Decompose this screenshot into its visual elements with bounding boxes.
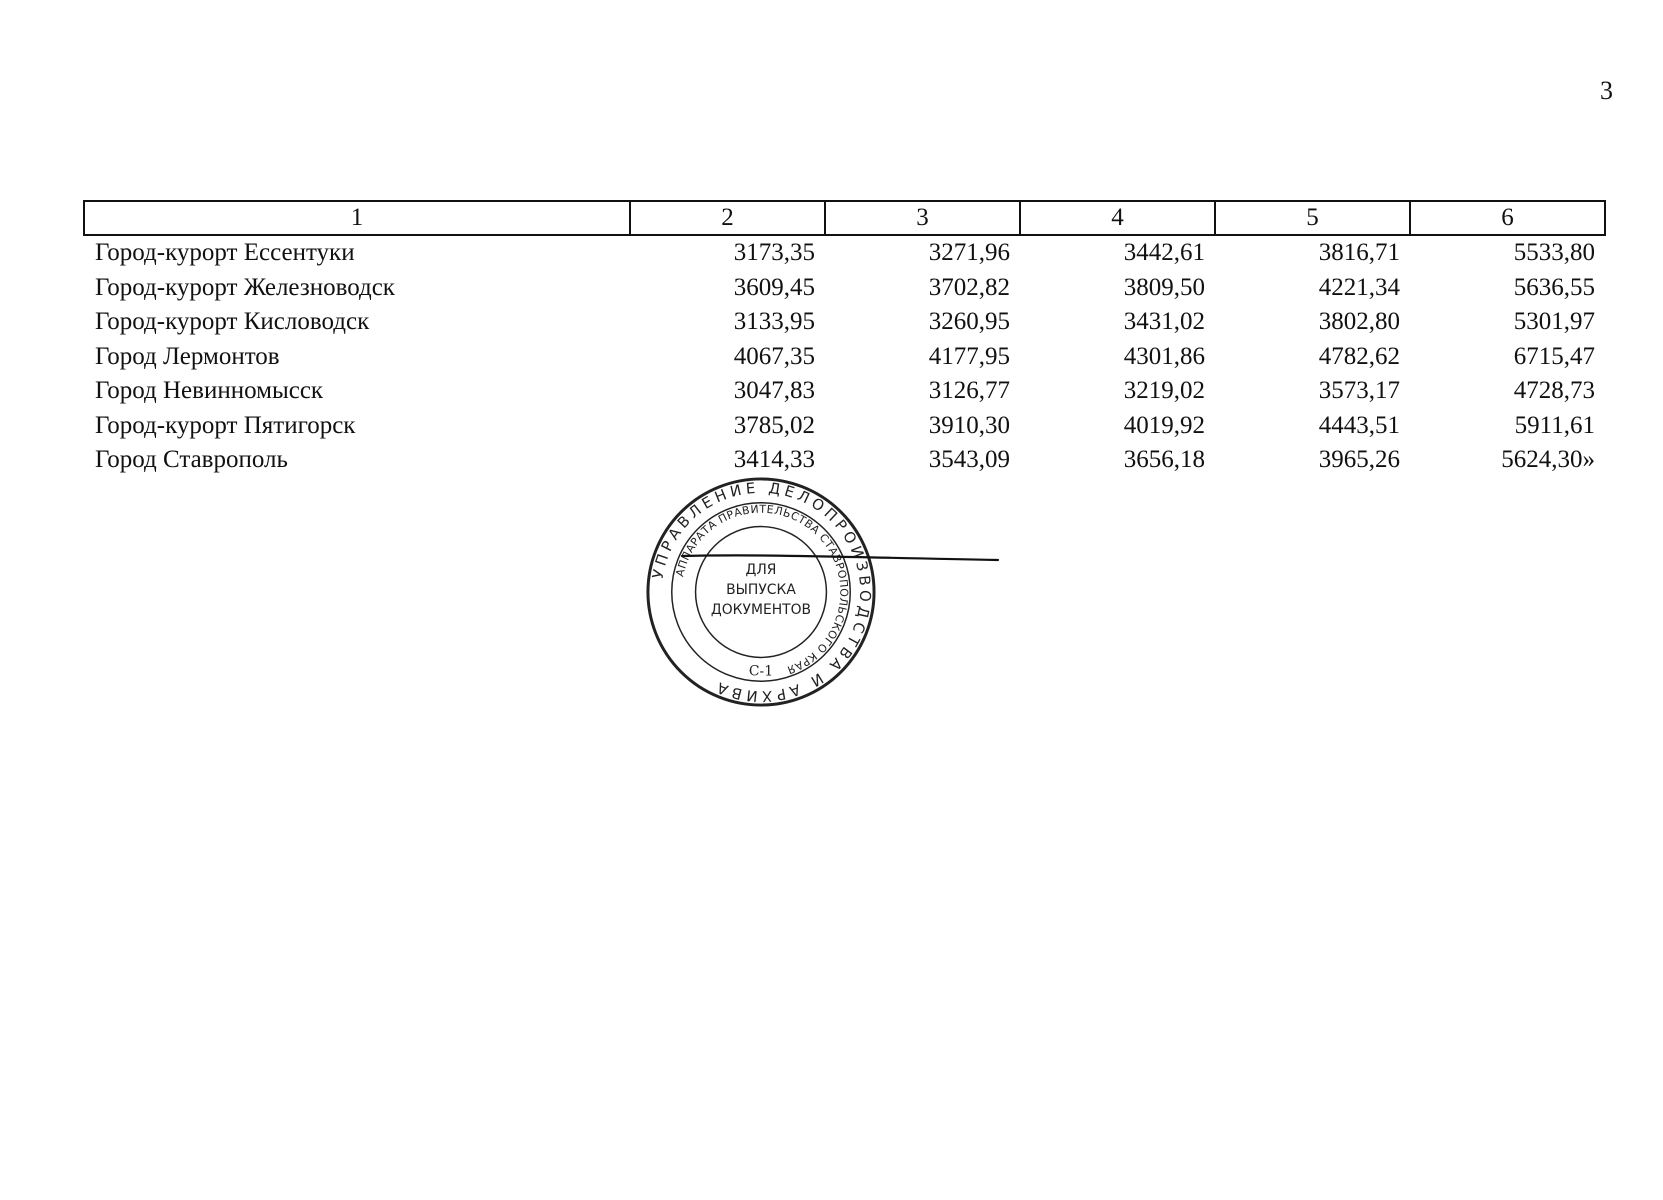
table-cell: 3133,95: [733, 308, 815, 336]
official-stamp: [642, 473, 880, 711]
city-name: Город-курорт Пятигорск: [95, 411, 356, 439]
table-cell: 3126,77: [928, 377, 1010, 405]
table-cell: 3609,45: [733, 273, 815, 301]
table-cell: 3260,95: [928, 308, 1010, 336]
stamp-code: С-1: [748, 663, 774, 680]
table-cell: 4301,86: [1123, 342, 1205, 370]
city-name: Город Лермонтов: [95, 342, 280, 370]
table-cell: 4019,92: [1123, 411, 1205, 439]
table-cell: 6715,47: [1513, 342, 1595, 370]
table-cell: 3802,80: [1318, 308, 1400, 336]
table-cell: 3414,33: [733, 446, 815, 474]
stamp-outer-text: УПРАВЛЕНИЕ ДЕЛОПРОИЗВОДСТВА И АРХИВА: [648, 478, 875, 706]
table-cell: 3431,02: [1123, 308, 1205, 336]
data-table: [83, 200, 1606, 478]
stamp-inner-text: АППАРАТА ПРАВИТЕЛЬСТВА СТАВРОПОЛЬСКОГО КРАЯ: [673, 502, 851, 677]
table-cell: 4177,95: [928, 342, 1010, 370]
city-name: Город-курорт Ессентуки: [95, 239, 355, 267]
city-name: Город-курорт Кисловодск: [95, 308, 370, 336]
table-cell: 3047,83: [733, 377, 815, 405]
table-cell: 3173,35: [733, 239, 815, 267]
column-header: 6: [1410, 201, 1605, 235]
table-cell: 5533,80: [1513, 239, 1595, 267]
column-header: 1: [84, 201, 630, 235]
table-cell: 5911,61: [1514, 411, 1595, 439]
city-name: Город Невинномысск: [95, 377, 324, 405]
table-row: [84, 374, 1605, 409]
table-cell: 4067,35: [733, 342, 815, 370]
table-cell: 4443,51: [1318, 411, 1400, 439]
table-cell: 3965,26: [1318, 446, 1400, 474]
stamp-center-line: ДЛЯ: [745, 562, 777, 579]
column-header: 3: [825, 201, 1020, 235]
city-name: Город Ставрополь: [95, 446, 288, 474]
table-cell: 3573,17: [1318, 377, 1400, 405]
table-cell: 4782,62: [1318, 342, 1400, 370]
table-cell: 4728,73: [1513, 377, 1595, 405]
table-cell: 3702,82: [928, 273, 1010, 301]
table-row: [84, 271, 1605, 306]
page-number: 3: [1600, 76, 1613, 105]
table-row: [84, 340, 1605, 375]
table-cell: 5636,55: [1513, 273, 1595, 301]
table-cell: 3442,61: [1123, 239, 1205, 267]
column-header: 2: [630, 201, 825, 235]
table-cell: 3809,50: [1123, 273, 1205, 301]
table-row: [84, 235, 1605, 271]
stamp-center-line: ДОКУМЕНТОВ: [710, 601, 812, 618]
column-header: 5: [1215, 201, 1410, 235]
table-cell: 3910,30: [928, 411, 1010, 439]
stamp-center-line: ВЫПУСКА: [726, 581, 796, 598]
table-cell: 3656,18: [1123, 446, 1205, 474]
table-cell: 3816,71: [1318, 239, 1400, 267]
table-cell: 4221,34: [1318, 273, 1400, 301]
table-cell: 3785,02: [733, 411, 815, 439]
table-cell: 3219,02: [1123, 377, 1205, 405]
table-cell: 5301,97: [1513, 308, 1595, 336]
city-name: Город-курорт Железноводск: [95, 273, 395, 301]
table-cell: 3543,09: [928, 446, 1010, 474]
signature-stroke: [680, 548, 1000, 568]
column-header: 4: [1020, 201, 1215, 235]
table-header-row: [84, 201, 1605, 235]
table-row: [84, 305, 1605, 340]
table-row: [84, 409, 1605, 444]
table-cell: 3271,96: [928, 239, 1010, 267]
table-cell: 5624,30»: [1501, 446, 1595, 474]
